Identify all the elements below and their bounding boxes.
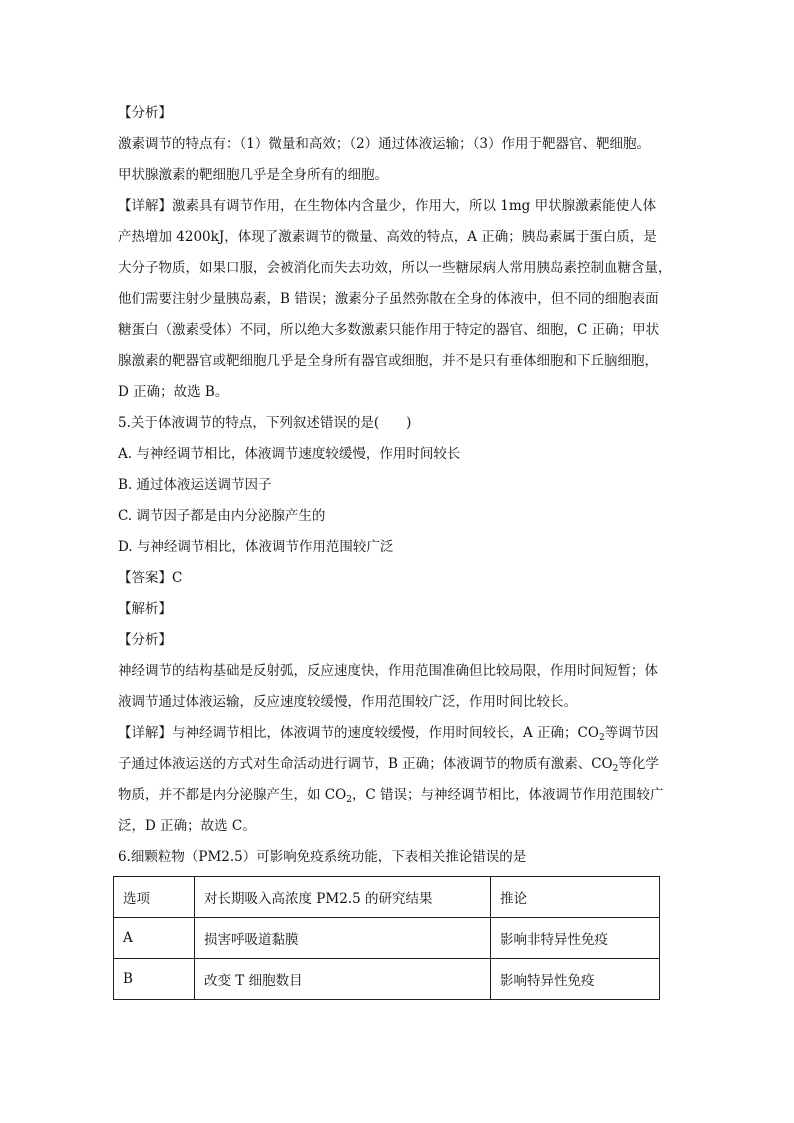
table-row xyxy=(114,959,660,1000)
question-5-option-b: B. 通过体液运送调节因子 xyxy=(118,477,272,493)
detail-text: 【详解】与神经调节相比，体液调节的速度较缓慢，作用时间较长，A 正确；$CO_2$等调节因 xyxy=(118,725,659,743)
analysis-text: 激素调节的特点有：（1）微量和高效；（2）通过体液运输；（3）作用于靶器官、靶细胞。 xyxy=(118,136,651,152)
analysis-heading: 【分析】 xyxy=(118,632,172,648)
detail-text: 大分子物质，如果口服，会被消化而失去功效，所以一些糖尿病人常用胰岛素控制血糖含量， xyxy=(118,260,672,276)
document-page xyxy=(118,98,678,873)
header-cell: 推论 xyxy=(491,877,660,918)
detail-text: 他们需要注射少量胰岛素，B 错误；激素分子虽然弥散在全身的体液中，但不同的细胞表面 xyxy=(118,291,659,307)
question-5-option-c: C. 调节因子都是由内分泌腺产生的 xyxy=(118,508,326,524)
explanation-heading: 【解析】 xyxy=(118,601,172,617)
detail-text: 【详解】激素具有调节作用，在生物体内含量少，作用大，所以 1mg 甲状腺激素能使人体 xyxy=(118,198,657,214)
table-cell: 影响特异性免疫 xyxy=(491,959,660,1000)
header-cell: 选项 xyxy=(114,877,195,918)
question-6-table xyxy=(113,876,660,1000)
table-cell: B xyxy=(114,959,195,1000)
detail-text: D 正确；故选 B。 xyxy=(118,384,229,400)
detail-text: 子通过体液运送的方式对生命活动进行调节，B 正确；体液调节的物质有激素、$CO_2$等化学 xyxy=(118,756,659,774)
detail-text: 糖蛋白（激素受体）不同，所以绝大多数激素只能作用于特定的器官、细胞，C 正确；甲状 xyxy=(118,322,660,338)
analysis-text: 液调节通过体液运输，反应速度较缓慢，作用范围较广泛，作用时间比较长。 xyxy=(118,694,577,710)
table-cell: A xyxy=(114,918,195,959)
analysis-heading: 【分析】 xyxy=(118,105,172,121)
header-cell: 对长期吸入高浓度 PM2.5 的研究结果 xyxy=(195,877,491,918)
table-cell: 影响非特异性免疫 xyxy=(491,918,660,959)
detail-text: 腺激素的靶器官或靶细胞几乎是全身所有器官或细胞，并不是只有垂体细胞和下丘脑细胞， xyxy=(118,353,658,369)
table-row xyxy=(114,918,660,959)
question-5-stem: 5.关于体液调节的特点，下列叙述错误的是( ) xyxy=(118,415,412,431)
detail-text: 泛，D 正确；故选 C。 xyxy=(118,818,256,834)
analysis-text: 甲状腺激素的靶细胞几乎是全身所有的细胞。 xyxy=(118,167,388,183)
answer-line: 【答案】C xyxy=(118,570,183,586)
analysis-text: 神经调节的结构基础是反射弧，反应速度快，作用范围准确但比较局限，作用时间短暂；体 xyxy=(118,663,658,679)
table-cell: 改变 T 细胞数目 xyxy=(195,959,491,1000)
question-5-option-a: A. 与神经调节相比，体液调节速度较缓慢，作用时间较长 xyxy=(118,446,461,462)
question-6-stem: 6.细颗粒物（PM2.5）可影响免疫系统功能，下表相关推论错误的是 xyxy=(118,849,527,865)
table-cell: 损害呼吸道黏膜 xyxy=(195,918,491,959)
question-5-option-d: D. 与神经调节相比，体液调节作用范围较广泛 xyxy=(118,539,394,555)
detail-text: 产热增加 4200kJ，体现了激素调节的微量、高效的特点，A 正确；胰岛素属于蛋白质，是 xyxy=(118,229,657,245)
table-header-row xyxy=(114,877,660,918)
detail-text: 物质，并不都是内分泌腺产生，如 $CO_2$，C 错误；与神经调节相比，体液调节作用范围较广 xyxy=(118,787,664,805)
